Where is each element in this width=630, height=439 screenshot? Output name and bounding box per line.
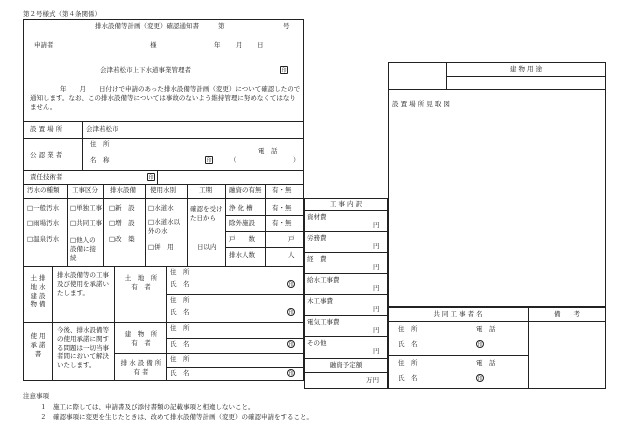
building-owner-label: 建 物 所 有 者 xyxy=(124,330,164,347)
cost-expenses-label: 経 費 xyxy=(307,255,327,263)
form-id: 第２号様式（第４条関係） xyxy=(23,10,101,18)
joint1-phone-label: 電 話 xyxy=(476,325,496,333)
building-site-panel xyxy=(388,62,606,307)
cost-other-unit: 円 xyxy=(373,347,380,355)
building-owner-seal-icon: 印 xyxy=(288,342,294,348)
building-usage-header: 建 物 用 途 xyxy=(509,65,543,73)
land-owner2-name-label: 氏 名 xyxy=(170,308,190,316)
land-consent-text: 排水設備等の工事及び使用を承諾いたします。 xyxy=(57,271,109,297)
notice-body-line-3: ません。 xyxy=(30,103,57,111)
cost-water-supply-label: 給水工事費 xyxy=(307,276,340,284)
work-type-joint[interactable]: □共同工事 xyxy=(70,219,103,227)
planned-loan-unit: 万円 xyxy=(366,376,379,384)
date-year: 年 xyxy=(214,41,221,49)
cost-header: 工 事 内 訳 xyxy=(329,200,363,208)
header-sewage-type: 汚水の種類 xyxy=(27,186,60,194)
land-owner-label: 土 地 所 有 者 xyxy=(124,274,164,291)
land-owner2-seal-icon: 印 xyxy=(288,310,294,316)
use-consent-label: 使 用 承 諾 書 xyxy=(30,332,46,358)
period-days: 日以内 xyxy=(197,243,217,251)
cost-electrical-label: 電気工事費 xyxy=(307,318,340,326)
septic-label: 浄 化 槽 xyxy=(229,204,253,212)
joint2-address-label: 住 所 xyxy=(398,359,418,367)
land-building-label: 土 排 地 水 建 設 物 備 xyxy=(30,274,46,309)
work-type-connect[interactable]: □他人の設備に接続 xyxy=(70,236,96,262)
header-facility: 排水設備 xyxy=(110,186,136,194)
date-day: 日 xyxy=(257,41,264,49)
notes-title: 注意事項 xyxy=(23,392,49,400)
sewage-type-hotspring[interactable]: □温泉汚水 xyxy=(27,235,60,243)
sewage-type-general[interactable]: □一般汚水 xyxy=(27,204,60,212)
cost-materials-unit: 円 xyxy=(373,221,380,229)
joint-contractors-header: 共 同 工 事 者 名 xyxy=(433,310,483,318)
water-source-tap[interactable]: □水道水 xyxy=(148,204,174,212)
cost-carpentry-label: 木工事費 xyxy=(307,297,333,305)
drainage-people-label: 排水人数 xyxy=(229,251,255,259)
facility-extend[interactable]: □増 設 xyxy=(109,219,135,227)
site-map-label: 設 置 場 所 見 取 図 xyxy=(392,100,450,108)
cost-electrical-unit: 円 xyxy=(373,326,380,334)
joint2-seal-icon: 印 xyxy=(477,376,483,382)
drainage-people-unit: 人 xyxy=(288,251,295,259)
joint2-phone-label: 電 話 xyxy=(476,359,496,367)
loan-value: 有・無 xyxy=(272,186,292,194)
cost-other-label: その他 xyxy=(307,339,327,347)
notice-title: 排水設備等計画（変更）確認通知書 xyxy=(95,22,199,30)
phone-paren-open: （ xyxy=(230,156,237,164)
remarks-header: 備 考 xyxy=(554,310,580,318)
use-consent-text: 今後、排水設備等の使用承諾に関する問題は一切当事者間において解決いたします。 xyxy=(57,326,109,370)
location-value: 会津若松市 xyxy=(86,125,119,133)
cost-labor-label: 労務費 xyxy=(307,234,327,242)
notice-number-prefix: 第 xyxy=(218,22,225,30)
facility-owner-address-label: 住 所 xyxy=(170,355,190,363)
note-item-2: ２ 確認事項に変更を生じたときは、改めて排水設備等計画（変更）の確認申請をすること。 xyxy=(40,413,313,421)
joint-contractors-panel xyxy=(388,307,606,389)
land-owner-name-label: 氏 名 xyxy=(170,280,190,288)
facility-new[interactable]: □新 設 xyxy=(109,204,135,212)
issuer-seal-icon: 印 xyxy=(281,68,287,74)
cost-materials-label: 資材費 xyxy=(307,213,327,221)
note-item-1: １ 施工に際しては、申請書及び添付書類の記載事項と相違しないこと。 xyxy=(40,403,255,411)
land-owner-seal-icon: 印 xyxy=(288,282,294,288)
cost-carpentry-unit: 円 xyxy=(373,305,380,313)
contractor-address-label: 住 所 xyxy=(90,140,110,148)
households-unit: 戸 xyxy=(288,235,295,243)
cost-expenses-unit: 円 xyxy=(373,263,380,271)
notice-body-line-1: 年 月 日付けで申請のあった排水設備等計画（変更）について確認したので xyxy=(60,85,301,93)
joint1-name-label: 氏 名 xyxy=(398,340,418,348)
water-source-both[interactable]: □併 用 xyxy=(148,243,174,251)
sewage-type-rain[interactable]: □雨場汚水 xyxy=(27,219,60,227)
header-work-type: 工事区分 xyxy=(72,186,98,194)
header-loan: 融資の有無 xyxy=(229,186,262,194)
water-source-other[interactable]: □水道水以外の水 xyxy=(148,218,181,235)
planned-loan-label: 融資予定額 xyxy=(329,361,363,369)
exclusion-value: 有・無 xyxy=(272,219,292,227)
building-owner-name-label: 氏 名 xyxy=(170,340,190,348)
work-type-single[interactable]: □単独工事 xyxy=(70,204,103,212)
cost-water-supply-unit: 円 xyxy=(373,284,380,292)
header-water-source: 使用水別 xyxy=(150,186,176,194)
date-month: 月 xyxy=(236,41,243,49)
issuer-name: 会津若松市上下水道事業管理者 xyxy=(100,66,191,74)
facility-owner-label: 排 水 設 備 所 有 者 xyxy=(120,359,162,376)
contractor-phone-label: 電 話 xyxy=(258,147,278,155)
facility-owner-name-label: 氏 名 xyxy=(170,369,190,377)
applicant-label: 申請者 xyxy=(34,41,54,49)
septic-value: 有・無 xyxy=(272,204,292,212)
contractor-seal-icon: 印 xyxy=(206,158,212,164)
chief-engineer-label: 責任技術者 xyxy=(30,173,63,181)
period-text: 確認を受けた日から xyxy=(190,205,223,222)
joint1-seal-icon: 印 xyxy=(477,342,483,348)
land-owner2-address-label: 住 所 xyxy=(170,296,190,304)
header-period: 工期 xyxy=(199,186,212,194)
households-label: 戸 数 xyxy=(229,235,255,243)
land-owner-address-label: 住 所 xyxy=(170,268,190,276)
joint2-name-label: 氏 名 xyxy=(398,374,418,382)
contractor-label: 公 認 業 者 xyxy=(30,151,63,159)
location-label: 設 置 場 所 xyxy=(30,125,63,133)
building-owner-address-label: 住 所 xyxy=(170,324,190,332)
facility-rebuild[interactable]: □改 築 xyxy=(109,235,135,243)
contractor-name-label: 名 称 xyxy=(90,156,110,164)
exclusion-label: 除外施設 xyxy=(229,219,255,227)
joint1-address-label: 住 所 xyxy=(398,325,418,333)
cost-labor-unit: 円 xyxy=(373,242,380,250)
notice-body-line-2: 通知します。なお、この排水設備等については事故のないよう維持管理に努めなくてはなり xyxy=(30,94,296,102)
chief-seal-icon: 印 xyxy=(148,175,154,181)
notice-number-suffix: 号 xyxy=(283,22,290,30)
phone-paren-close: ） xyxy=(293,156,300,164)
facility-owner-seal-icon: 印 xyxy=(288,371,294,377)
applicant-honorific: 様 xyxy=(150,41,157,49)
